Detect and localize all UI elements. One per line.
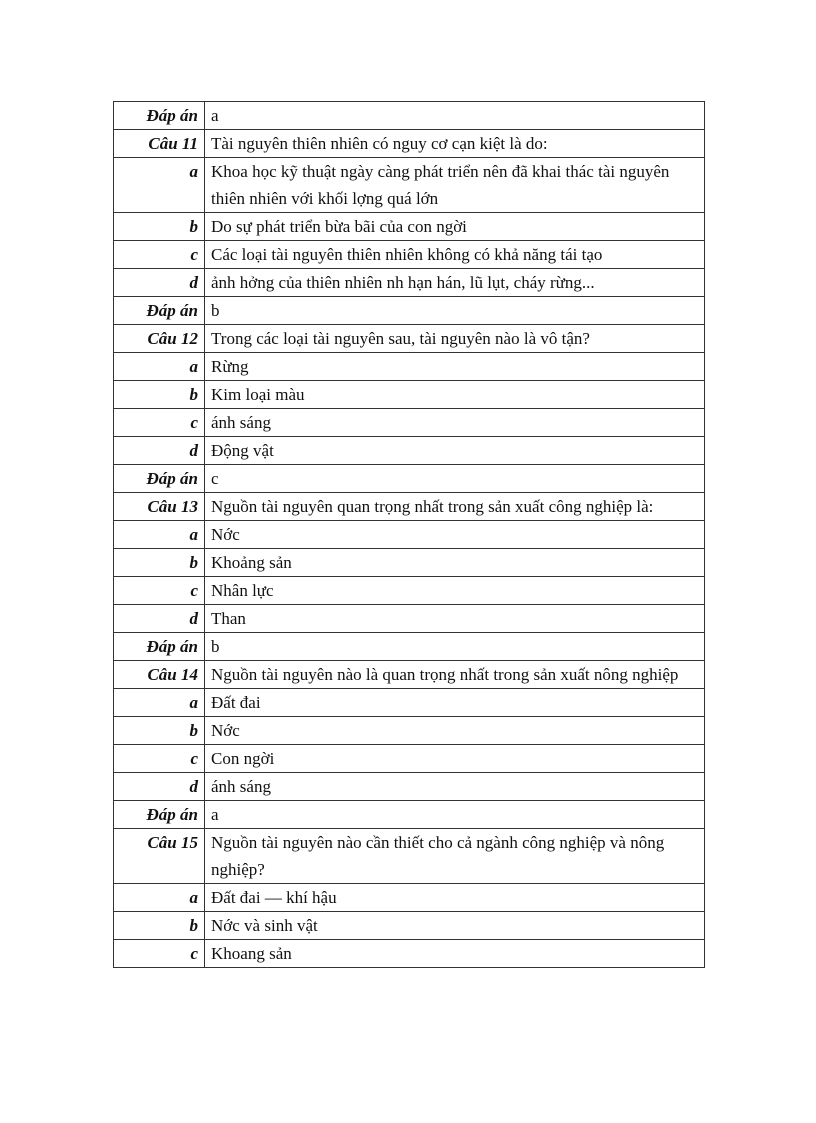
answer-row [114,801,705,829]
answer-row [114,102,705,130]
option-label: a [114,158,205,213]
option-text: Rừng [205,353,705,381]
answer-label: Đáp án [114,465,205,493]
option-label: c [114,409,205,437]
answer-row [114,297,705,325]
option-text: Các loại tài nguyên thiên nhiên không có khả năng tái tạo [205,241,705,269]
option-text: Nớc [205,521,705,549]
option-label: d [114,269,205,297]
option-row [114,409,705,437]
option-text: Kim loại màu [205,381,705,409]
option-text: Con ngời [205,745,705,773]
option-row [114,940,705,968]
answer-text: a [205,801,705,829]
option-label: b [114,717,205,745]
question-label: Câu 15 [114,829,205,884]
option-text: Nớc và sinh vật [205,912,705,940]
answer-label: Đáp án [114,297,205,325]
document-page [113,101,704,968]
answer-text: b [205,633,705,661]
option-label: b [114,381,205,409]
option-text: ảnh hởng của thiên nhiên nh hạn hán, lũ lụt, cháy rừng... [205,269,705,297]
option-text: Khoảng sản [205,549,705,577]
option-row [114,577,705,605]
option-label: b [114,912,205,940]
option-row [114,884,705,912]
option-text: Đất đai — khí hậu [205,884,705,912]
answer-label: Đáp án [114,633,205,661]
question-row [114,130,705,158]
option-label: d [114,605,205,633]
question-row [114,325,705,353]
option-label: d [114,773,205,801]
question-label: Câu 12 [114,325,205,353]
option-label: c [114,241,205,269]
answer-text: a [205,102,705,130]
option-row [114,773,705,801]
option-row [114,269,705,297]
option-label: b [114,213,205,241]
option-row [114,605,705,633]
option-row [114,912,705,940]
option-row [114,437,705,465]
option-label: c [114,745,205,773]
answer-label: Đáp án [114,801,205,829]
option-label: d [114,437,205,465]
question-row [114,493,705,521]
question-label: Câu 14 [114,661,205,689]
option-row [114,549,705,577]
option-row [114,521,705,549]
option-text: ánh sáng [205,773,705,801]
question-label: Câu 11 [114,130,205,158]
question-text: Nguồn tài nguyên nào là quan trọng nhất trong sản xuất nông nghiệp [205,661,705,689]
option-row [114,381,705,409]
question-row [114,829,705,884]
question-label: Câu 13 [114,493,205,521]
question-text: Nguồn tài nguyên quan trọng nhất trong sản xuất công nghiệp là: [205,493,705,521]
question-text: Nguồn tài nguyên nào cần thiết cho cả ngành công nghiệp và nông nghiệp? [205,829,705,884]
option-text: Than [205,605,705,633]
option-row [114,717,705,745]
option-label: c [114,940,205,968]
option-label: a [114,521,205,549]
option-text: ánh sáng [205,409,705,437]
quiz-table [113,101,705,968]
option-text: Nhân lực [205,577,705,605]
option-row [114,745,705,773]
answer-label: Đáp án [114,102,205,130]
quiz-table-body [114,102,705,968]
answer-text: b [205,297,705,325]
answer-row [114,633,705,661]
option-label: a [114,689,205,717]
option-row [114,213,705,241]
answer-text: c [205,465,705,493]
option-label: a [114,884,205,912]
question-row [114,661,705,689]
option-text: Động vật [205,437,705,465]
question-text: Tài nguyên thiên nhiên có nguy cơ cạn kiệt là do: [205,130,705,158]
option-row [114,241,705,269]
option-text: Nớc [205,717,705,745]
question-text: Trong các loại tài nguyên sau, tài nguyên nào là vô tận? [205,325,705,353]
option-text: Khoa học kỹ thuật ngày càng phát triển nên đã khai thác tài nguyên thiên nhiên với khối lợng quá lớn [205,158,705,213]
option-label: c [114,577,205,605]
option-row [114,353,705,381]
answer-row [114,465,705,493]
option-text: Đất đai [205,689,705,717]
option-row [114,158,705,213]
option-label: b [114,549,205,577]
option-text: Khoang sản [205,940,705,968]
option-row [114,689,705,717]
option-label: a [114,353,205,381]
option-text: Do sự phát triển bừa bãi của con ngời [205,213,705,241]
